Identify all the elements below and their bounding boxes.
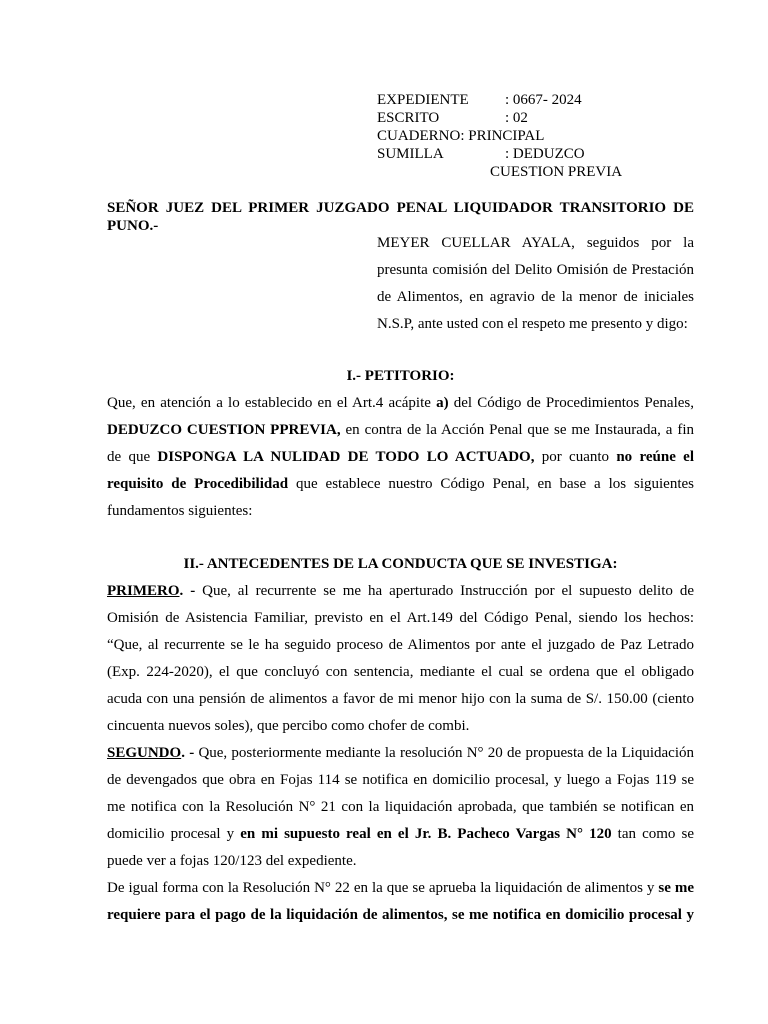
text-run-bold-underline: PRIMERO (107, 583, 180, 599)
section-title-antecedentes: II.- ANTECEDENTES DE LA CONDUCTA QUE SE INVESTIGA: (183, 556, 618, 572)
addressee-line-2: PUNO.- (107, 218, 159, 234)
text-run: por cuanto (534, 449, 617, 465)
text-run-bold: no reúne el (616, 449, 694, 465)
sumilla-row (377, 145, 622, 163)
escrito-row (377, 109, 622, 127)
section-title-petitorio: I.- PETITORIO: (346, 368, 455, 384)
escrito-value: : 02 (505, 110, 528, 126)
text-run: De igual forma con la Resolución N° 22 en la que se aprueba la liquidación de alimentos y (107, 880, 659, 896)
petitorio-paragraph (107, 390, 694, 525)
paragraph-line (107, 444, 694, 471)
paragraph-line: requiere para el pago de la liquidación de alimentos, se me notifica en domicilio procesal y (107, 907, 694, 923)
expediente-label: EXPEDIENTE (377, 92, 469, 108)
intro-line: presunta comisión del Delito Omisión de Prestación (377, 262, 694, 278)
segundo-heading (107, 745, 194, 761)
paragraph-line: cincuenta nuevos soles), que percibo como chofer de combi. (107, 718, 470, 734)
text-run: domicilio procesal y (107, 826, 241, 842)
paragraph-line: puede ver a fojas 120/123 del expediente. (107, 853, 357, 869)
text-run: en contra de la Acción Penal que se me Instaurada, a fin (340, 422, 694, 438)
intro-line: N.S.P, ante usted con el respeto me presento y digo: (377, 316, 688, 332)
addressee-line-1: SEÑOR JUEZ DEL PRIMER JUZGADO PENAL LIQUIDADOR TRANSITORIO DE (107, 200, 694, 216)
text-run: que establece nuestro Código Penal, en base a los siguientes (288, 476, 694, 492)
paragraph-line: acuda con una pensión de alimentos a favor de mi menor hijo con la suma de S/. 150.00 (ciento (107, 691, 694, 707)
text-run-bold: requisito de Procedibilidad (107, 476, 289, 492)
case-header (377, 91, 622, 181)
paragraph-line: Omisión de Asistencia Familiar, previsto en el Art.149 del Código Penal, siendo los hechos: (107, 610, 694, 626)
intro-line: MEYER CUELLAR AYALA, seguidos por la (377, 235, 694, 251)
sumilla-value-continued: CUESTION PREVIA (490, 164, 623, 180)
escrito-label: ESCRITO (377, 110, 440, 126)
text-run: Que, al recurrente se me ha aperturado Instrucción por el supuesto delito de (195, 583, 694, 599)
intro-line: de Alimentos, en agravio de la menor de iniciales (377, 289, 694, 305)
text-run: de que (107, 449, 158, 465)
sumilla-label: SUMILLA (377, 146, 444, 162)
paragraph-line: fundamentos siguientes: (107, 503, 253, 519)
text-run-bold: se me (658, 880, 695, 896)
text-run-bold: . - (181, 745, 195, 761)
intro-paragraph (377, 230, 694, 338)
text-run: Que, en atención a lo establecido en el Art.4 acápite (107, 395, 437, 411)
paragraph-line: de devengados que obra en Fojas 114 se notifica en domicilio procesal, y luego a Fojas 119 se (107, 772, 694, 788)
expediente-value: : 0667- 2024 (505, 92, 582, 108)
text-run-bold: DISPONGA LA NULIDAD DE TODO LO ACTUADO, (157, 449, 535, 465)
paragraph-line (107, 471, 694, 498)
paragraph-line (107, 821, 694, 848)
paragraph-line (107, 417, 694, 444)
paragraph-line (107, 740, 694, 767)
text-run-bold: en mi supuesto real en el Jr. B. Pacheco Vargas N° 120 (240, 826, 612, 842)
cuaderno-row: CUADERNO: PRINCIPAL (377, 128, 545, 144)
paragraph-line: (Exp. 224-2020), el que concluyó con sentencia, mediante el cual se ordena que el obligado (107, 664, 694, 680)
antecedentes-body (107, 578, 694, 929)
paragraph-line (107, 390, 694, 417)
text-run: del Código de Procedimientos Penales, (448, 395, 694, 411)
text-run-bold-underline: SEGUNDO (107, 745, 182, 761)
text-run: tan como se (611, 826, 694, 842)
text-run-bold: DEDUZCO CUESTION PPREVIA, (107, 422, 341, 438)
paragraph-line (107, 578, 694, 605)
paragraph-line (107, 875, 694, 902)
expediente-row (377, 91, 622, 109)
text-run: Que, posteriormente mediante la resolución N° 20 de propuesta de la Liquidación (194, 745, 694, 761)
text-run-bold: a) (436, 395, 449, 411)
paragraph-line: “Que, al recurrente se le ha seguido proceso de Alimentos por ante el juzgado de Paz Letrado (107, 637, 694, 653)
paragraph-line: me notifica con la Resolución N° 21 con la liquidación aprobada, que también se notifican en (107, 799, 694, 815)
sumilla-value: : DEDUZCO (505, 146, 585, 162)
text-run-bold: . - (179, 583, 196, 599)
primero-heading (107, 583, 195, 599)
